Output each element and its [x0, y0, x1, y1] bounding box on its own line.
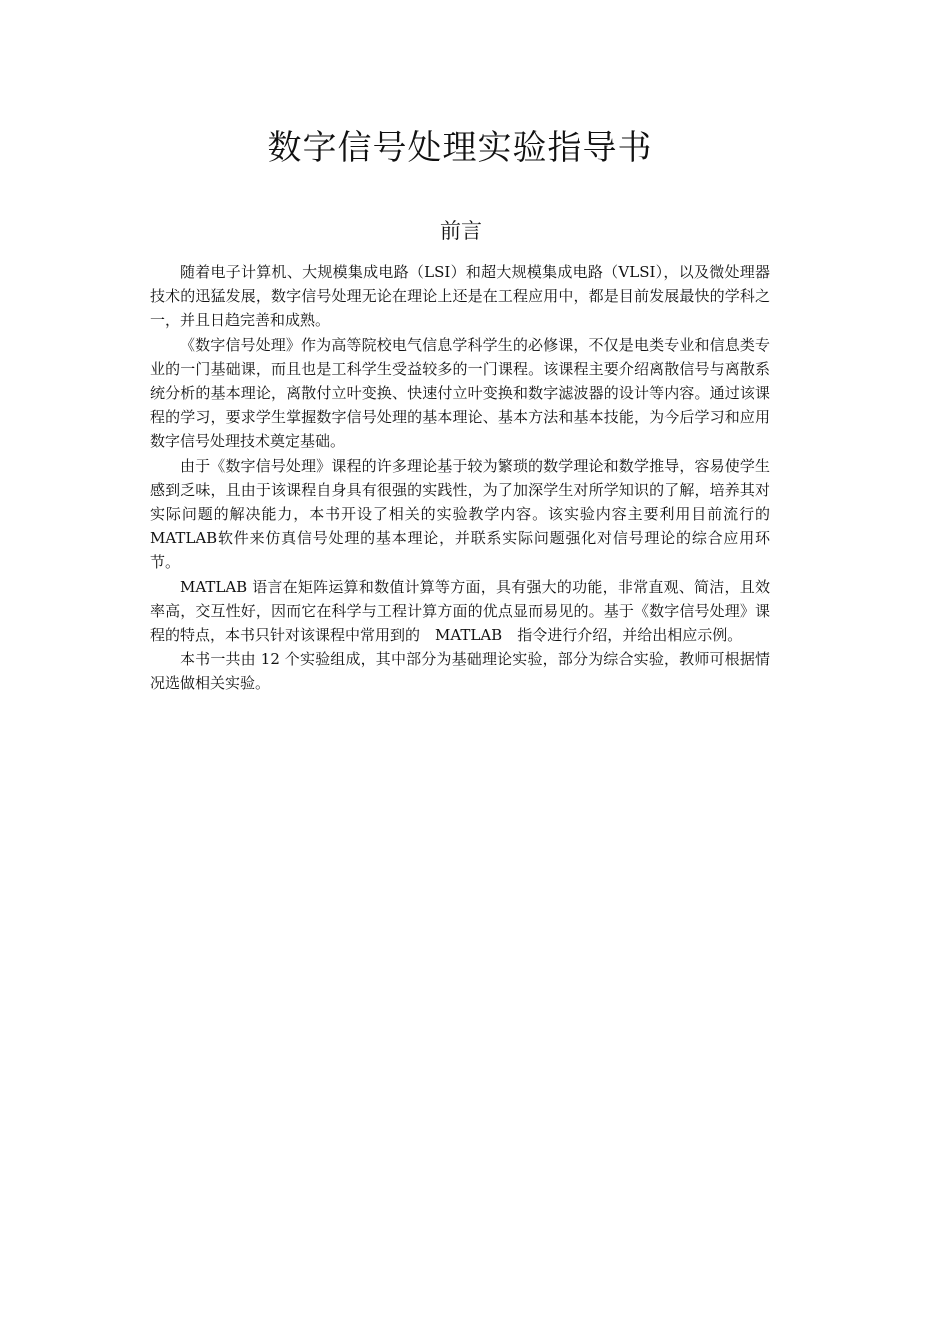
- paragraph: MATLAB 语言在矩阵运算和数值计算等方面，具有强大的功能，非常直观、简洁，且效率高，交互性好，因而它在科学与工程计算方面的优点显而易见的。基于《数字信号处理》课程的特点，本书只针对该课程中常用到的 MATLAB 指令进行介绍，并给出相应示例。: [150, 577, 770, 645]
- section-heading-preface: 前言: [440, 219, 482, 243]
- paragraph: 随着电子计算机、大规模集成电路（LSI）和超大规模集成电路（VLSI），以及微处理器技术的迅猛发展，数字信号处理无论在理论上还是在工程应用中，都是目前发展最快的学科之一，并且日趋完善和成熟。: [150, 263, 770, 330]
- paragraph: 由于《数字信号处理》课程的许多理论基于较为繁琐的数学理论和数学推导，容易使学生感到乏味，且由于该课程自身具有很强的实践性，为了加深学生对所学知识的了解，培养其对实际问题的解决能力，本书开设了相关的实验教学内容。该实验内容主要利用目前流行的MATLAB软件来仿真信号处理的基本理论，并联系实际问题强化对信号理论的综合应用环节。: [150, 456, 770, 572]
- paragraph: 《数字信号处理》作为高等院校电气信息学科学生的必修课，不仅是电类专业和信息类专业的一门基础课，而且也是工科学生受益较多的一门课程。该课程主要介绍离散信号与离散系统分析的基本理论，离散付立叶变换、快速付立叶变换和数字滤波器的设计等内容。通过该课程的学习，要求学生掌握数字信号处理的基本理论、基本方法和基本技能，为今后学习和应用数字信号处理技术奠定基础。: [150, 335, 770, 451]
- preface-body: [150, 260, 770, 696]
- paragraph: 本书一共由 12 个实验组成，其中部分为基础理论实验，部分为综合实验，教师可根据情况选做相关实验。: [150, 650, 770, 693]
- document-title: 数字信号处理实验指导书: [267, 128, 653, 168]
